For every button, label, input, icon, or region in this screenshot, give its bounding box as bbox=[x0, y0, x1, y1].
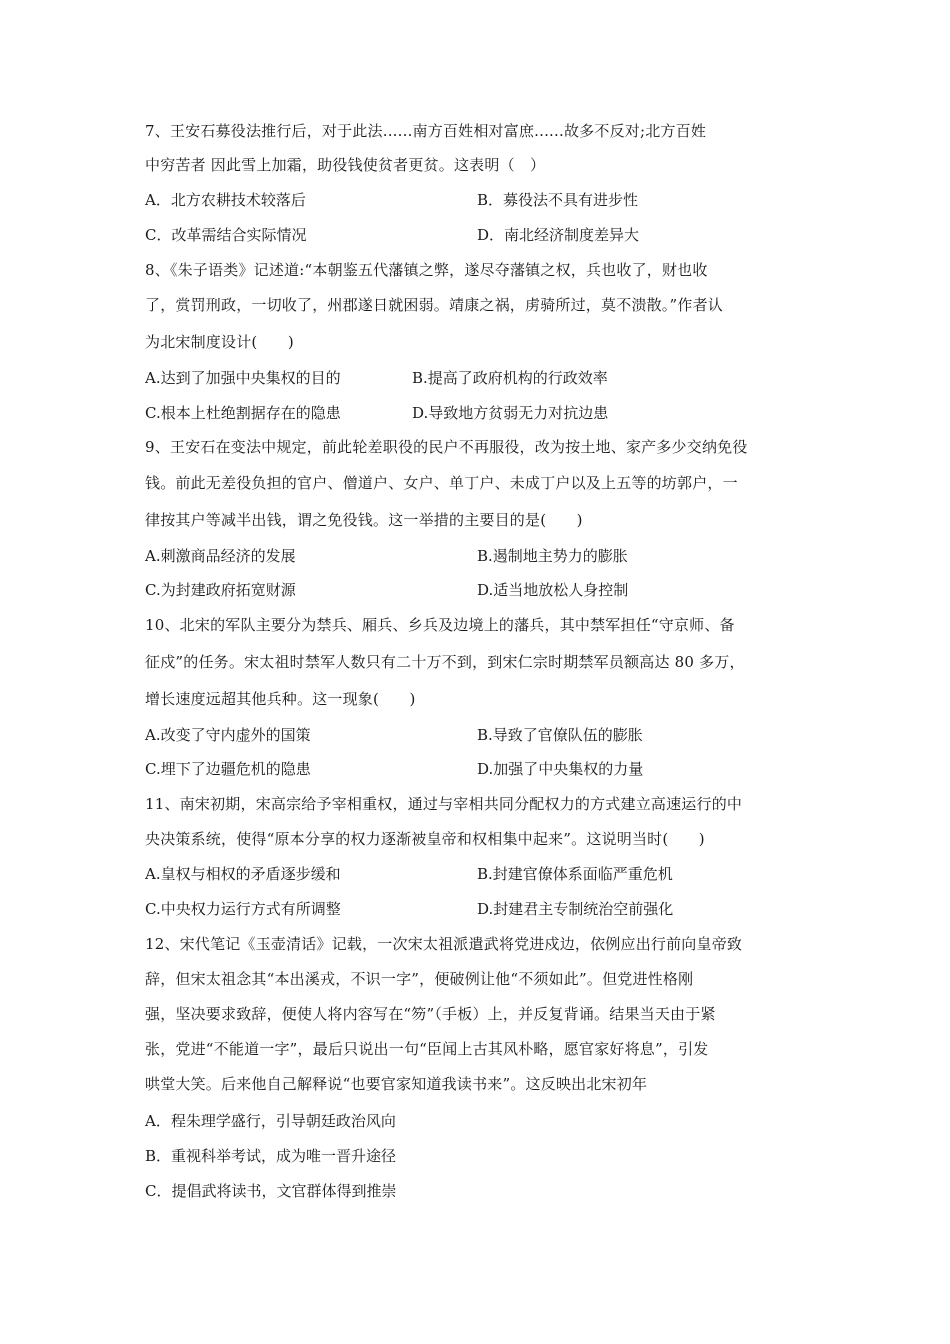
question-12-option-c: C．提倡武将读书，文官群体得到推崇 bbox=[145, 1182, 397, 1200]
question-11-option-c: C.中央权力运行方式有所调整 bbox=[145, 900, 341, 918]
question-8-line-3: 为北宋制度设计( ) bbox=[145, 333, 294, 351]
question-8-option-d: D.导致地方贫弱无力对抗边患 bbox=[412, 404, 609, 422]
question-12-line-2: 辞，但宋太祖念其“本出溪戎，不识一字”，便破例让他“不须如此”。但党进性格刚 bbox=[145, 970, 694, 988]
question-9-line-1: 9、王安石在变法中规定，前此轮差职役的民户不再服役，改为按土地、家产多少交纳免役 bbox=[145, 438, 748, 456]
question-12-option-b: B．重视科举考试，成为唯一晋升途径 bbox=[145, 1147, 397, 1165]
question-12-line-4: 张，党进“不能道一字”，最后只说出一句“臣闻上古其风朴略，愿官家好将息”，引发 bbox=[145, 1040, 709, 1058]
question-8-option-a: A.达到了加强中央集权的目的 bbox=[145, 369, 341, 387]
question-9-option-a: A.刺激商品经济的发展 bbox=[145, 547, 296, 565]
question-11-option-b: B.封建官僚体系面临严重危机 bbox=[477, 865, 673, 883]
question-10-line-1: 10、北宋的军队主要分为禁兵、厢兵、乡兵及边境上的藩兵，其中禁军担任“守京师、备 bbox=[145, 616, 735, 634]
question-10-line-2: 征戍”的任务。宋太祖时禁军人数只有二十万不到，到宋仁宗时期禁军员额高达 80 多万， bbox=[145, 653, 745, 671]
question-12-option-a: A．程朱理学盛行，引导朝廷政治风向 bbox=[145, 1112, 396, 1130]
question-8-option-c: C.根本上杜绝割据存在的隐患 bbox=[145, 404, 341, 422]
question-12-line-3: 强，坚决要求致辞，便使人将内容写在“笏”（手板）上，并反复背诵。结果当天由于紧 bbox=[145, 1005, 716, 1023]
question-7-line-2: 中穷苦者 因此雪上加霜，助役钱使贫者更贫。这表明（ ） bbox=[145, 156, 546, 174]
question-9-option-b: B.遏制地主势力的膨胀 bbox=[477, 547, 628, 565]
question-9-line-3: 律按其户等减半出钱，谓之免役钱。这一举措的主要目的是( ) bbox=[145, 511, 583, 529]
question-7-option-d: D．南北经济制度差异大 bbox=[477, 226, 640, 244]
question-11-line-1: 11、南宋初期，宋高宗给予宰相重权，通过与宰相共同分配权力的方式建立高速运行的中 bbox=[145, 795, 743, 813]
question-11-option-a: A.皇权与相权的矛盾逐步缓和 bbox=[145, 865, 341, 883]
question-8-line-1: 8、《朱子语类》记述道:“本朝鉴五代藩镇之弊，遂尽夺藩镇之权，兵也收了，财也收 bbox=[145, 261, 708, 279]
question-10-option-c: C.埋下了边疆危机的隐患 bbox=[145, 760, 311, 778]
question-7-option-c: C．改革需结合实际情况 bbox=[145, 226, 307, 244]
question-10-option-b: B.导致了官僚队伍的膨胀 bbox=[477, 726, 643, 744]
question-8-line-2: 了，赏罚刑政，一切收了，州郡遂日就困弱。靖康之祸，虏骑所过，莫不溃散。”作者认 bbox=[145, 296, 723, 314]
question-10-line-3: 增长速度远超其他兵种。这一现象( ) bbox=[145, 690, 416, 708]
question-11-option-d: D.封建君主专制统治空前强化 bbox=[477, 900, 674, 918]
question-8-option-b: B.提高了政府机构的行政效率 bbox=[412, 369, 608, 387]
question-9-line-2: 钱。前此无差役负担的官户、僧道户、女户、单丁户、未成丁户以及上五等的坊郭户，一 bbox=[145, 474, 738, 492]
question-11-line-2: 央决策系统，使得“原本分享的权力逐渐被皇帝和权相集中起来”。这说明当时( ) bbox=[145, 830, 705, 848]
question-9-option-d: D.适当地放松人身控制 bbox=[477, 581, 629, 599]
question-12-line-5: 哄堂大笑。后来他自己解释说“也要官家知道我读书来”。这反映出北宋初年 bbox=[145, 1075, 648, 1093]
question-10-option-d: D.加强了中央集权的力量 bbox=[477, 760, 644, 778]
question-10-option-a: A.改变了守内虚外的国策 bbox=[145, 726, 311, 744]
question-7-line-1: 7、王安石募役法推行后，对于此法......南方百姓相对富庶......故多不反对;北方百姓 bbox=[145, 122, 707, 140]
question-9-option-c: C.为封建政府拓宽财源 bbox=[145, 581, 296, 599]
question-7-option-a: A．北方农耕技术较落后 bbox=[145, 191, 306, 209]
question-12-line-1: 12、宋代笔记《玉壶清话》记载，一次宋太祖派遣武将党进戍边，依例应出行前向皇帝致 bbox=[145, 935, 743, 953]
question-7-option-b: B．募役法不具有进步性 bbox=[477, 191, 639, 209]
